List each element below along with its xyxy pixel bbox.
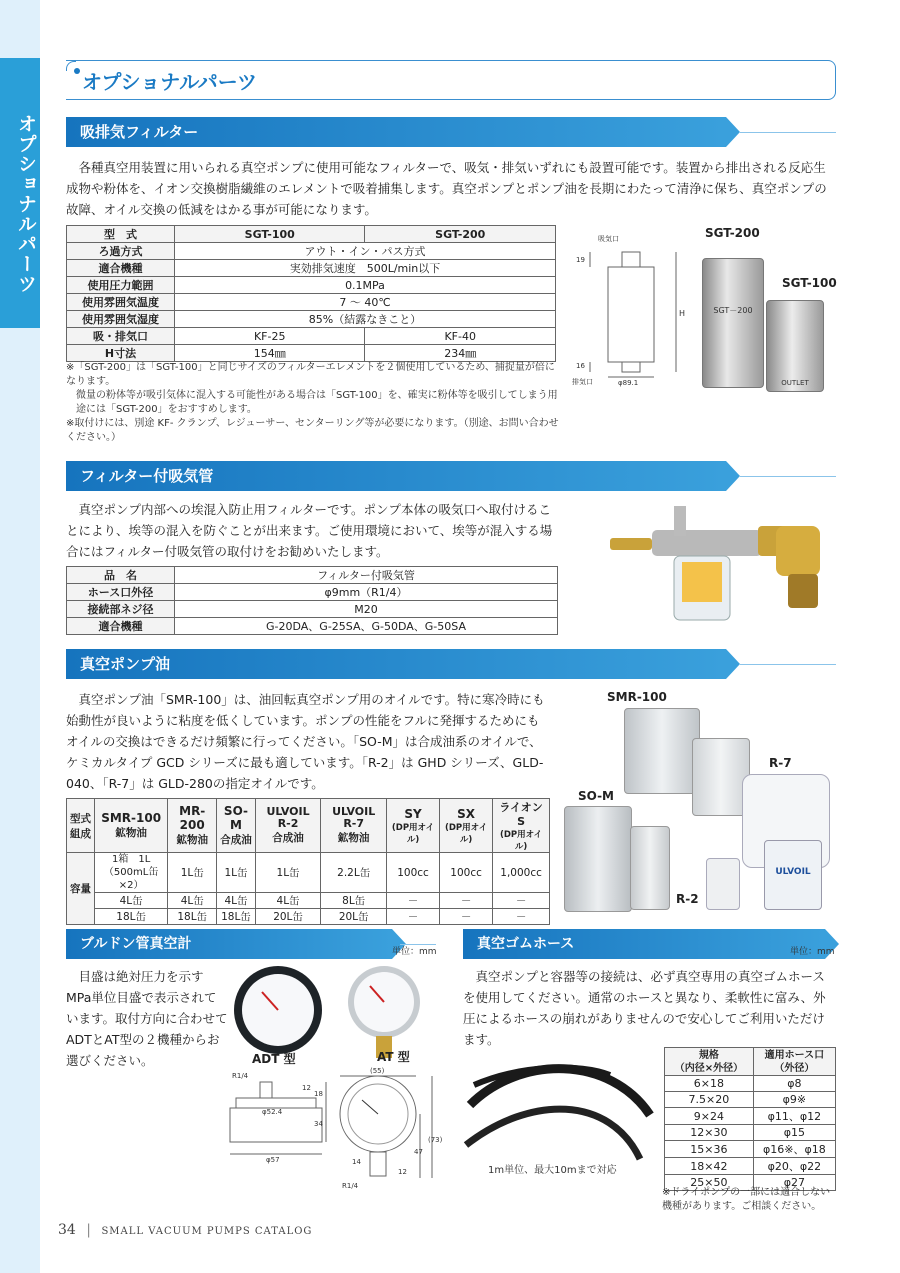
can (630, 826, 670, 910)
svg-text:34: 34 (314, 1120, 323, 1128)
sgt200-photo: SGT－200 (702, 258, 764, 388)
table-row: 12×30 φ15 (665, 1125, 836, 1141)
sgt100-photo: OUTLET (766, 300, 824, 392)
photo-label-r2: R-2 (676, 892, 699, 906)
svg-text:12: 12 (302, 1084, 311, 1092)
table-row: 18×42 φ20、φ22 (665, 1158, 836, 1175)
table-row: ホース口外径 φ9mm（R1/4） (67, 584, 558, 601)
side-tab: オプショナルパーツ (0, 58, 40, 328)
section-heading-gauge: ブルドン管真空計 (66, 929, 392, 959)
hose-photo (460, 1055, 660, 1165)
at-label: AT 型 (377, 1050, 410, 1064)
gauge-unit: 単位：mm (392, 947, 437, 957)
ulvoil-can: ULVOIL (764, 840, 822, 910)
oil-spec-table: 型式 組成 SMR-100 鉱物油 MR-200 鉱物油 SO-M 合成油 ULVOIL R-2 合成油 ULVOIL R-7 鉱物油 SY (DP用オイル) SX (DP用オイル) ライオンS (DP用オイル) 容量 1箱 1L （500mL缶×2） 1L缶 1L缶 1L缶 2.2L缶 100cc 100cc 1,000cc 4L缶 4L缶 4L缶 4L缶 8L缶 － － － 18L缶 18L缶 18L缶 20L缶 20L缶 － － － (66, 798, 550, 925)
svg-text:12: 12 (398, 1168, 407, 1176)
table-row: 適合機種 G-20DA、G-25SA、G-50DA、G-50SA (67, 618, 558, 635)
photo-label-smr100: SMR-100 (607, 690, 667, 704)
table-row: 15×36 φ16※、φ18 (665, 1141, 836, 1158)
title-bullet (74, 68, 80, 74)
table-row: 接続部ネジ径 M20 (67, 601, 558, 618)
svg-text:18: 18 (314, 1090, 323, 1098)
table-row: 使用雰囲気温度 7 ～ 40℃ (67, 294, 556, 311)
svg-text:φ89.1: φ89.1 (618, 379, 639, 387)
intake-description: 真空ポンプ内部への埃混入防止用フィルターです。ポンプ本体の吸気口へ取付けることにより、埃等の混入を防ぐことが出来ます。ご使用環境において、埃等が混入する場合にはフィルター付吸気管の取付けをお勧めいたします。 (66, 502, 553, 559)
intake-spec-table (66, 566, 558, 635)
adt-dimension-diagram (228, 1068, 332, 1168)
table-row: 使用圧力範囲 0.1MPa (67, 277, 556, 294)
page-title: オプショナルパーツ (82, 70, 257, 94)
table-row: 4L缶 4L缶 4L缶 4L缶 8L缶 － － － (67, 893, 550, 909)
section-heading-oil: 真空ポンプ油 (66, 649, 726, 679)
photo-label-som: SO-M (578, 789, 614, 803)
svg-text:16: 16 (576, 362, 585, 370)
at-dimension-diagram (336, 1066, 446, 1196)
photo-label-sgt100: SGT-100 (782, 276, 837, 290)
hose-description: 真空ポンプと容器等の接続は、必ず真空専用の真空ゴムホースを使用してください。通常のホースと異なり、柔軟性に富み、外圧によるホースの崩れがありませんので安心してご利用いただけます。 (463, 969, 826, 1047)
svg-text:H: H (679, 309, 686, 318)
inlet-label: 吸気口 (598, 235, 619, 243)
catalog-name: SMALL VACUUM PUMPS CATALOG (101, 1226, 313, 1237)
section-heading-filter: 吸排気フィルター (66, 117, 726, 147)
table-row: 適合機種 実効排気速度 500L/min以下 (67, 260, 556, 277)
svg-text:φ57: φ57 (266, 1156, 280, 1164)
svg-text:(73): (73) (428, 1136, 443, 1144)
table-row: 6×18 φ8 (665, 1076, 836, 1092)
svg-text:14: 14 (352, 1158, 361, 1166)
svg-text:φ52.4: φ52.4 (262, 1108, 283, 1116)
svg-text:47: 47 (414, 1148, 423, 1156)
photo-label-r7: R-7 (769, 756, 792, 770)
svg-text:R1/4: R1/4 (232, 1072, 249, 1080)
page-footer: 34 | SMALL VACUUM PUMPS CATALOG (58, 1222, 313, 1238)
hose-caption: 1m単位、最大10mまで対応 (488, 1165, 617, 1176)
table-row: 吸・排気口 KF-25 KF-40 (67, 328, 556, 345)
filter-description: 各種真空用装置に用いられる真空ポンプに使用可能なフィルターで、吸気・排気いずれにも設置可能です。装置から排出される反応生成物や粉体を、イオン交換樹脂繊維のエレメントで吸着捕集します。真空ポンプとポンプ油を長期にわたって清浄に保ち、真空ポンプの故障、オイル交換の低減をはかる事が可能になります。 (66, 160, 827, 217)
table-row: 品 名 フィルター付吸気管 (67, 567, 558, 584)
som-can (564, 806, 632, 912)
page-number: 34 (58, 1222, 76, 1238)
table-row: 容量 1箱 1L （500mL缶×2） 1L缶 1L缶 1L缶 2.2L缶 100cc 100cc 1,000cc (67, 853, 550, 893)
photo-label-sgt200: SGT-200 (705, 226, 760, 240)
smr100-can (624, 708, 700, 794)
table-row: 9×24 φ11、φ12 (665, 1108, 836, 1125)
table-row: ろ過方式 アウト・イン・パス方式 (67, 243, 556, 260)
adt-label: ADT 型 (252, 1052, 296, 1066)
hose-note: ※ドライポンプの一部には適合しない機種があります。ご相談ください。 (662, 1187, 831, 1212)
r2-can (706, 858, 740, 910)
section-heading-intake: フィルター付吸気管 (66, 461, 726, 491)
gauge-description: 目盛は絶対圧力を示すMPa単位目盛で表示されています。取付方向に合わせてADTとAT型の２機種からお選びください。 (66, 969, 228, 1068)
table-row: H寸法 154㎜ 234㎜ (67, 345, 556, 362)
svg-text:(55): (55) (370, 1067, 385, 1075)
section-heading-hose: 真空ゴムホース (463, 929, 825, 959)
table-row: 使用雰囲気湿度 85%（結露なきこと） (67, 311, 556, 328)
filter-dimension-diagram (568, 232, 688, 392)
hose-spec-table: 規格 （内径×外径） 適用ホース口 （外径） 6×18 φ8 7.5×20 φ9※ 9×24 φ11、φ12 12×30 φ15 15×36 φ16※、φ18 18×42 φ20、φ22 25×50 φ27 (664, 1047, 836, 1191)
filter-notes: ※「SGT-200」は「SGT-100」と同じサイズのフィルターエレメントを２個使用しているため、捕捉量が倍になります。 微量の粉体等が吸引気体に混入する可能性がある場合は「SGT-100」を、確実に粉体等を吸引してしまう用途には「SGT-200」をおすすめします。 ※取付けには、別途 KF- クランプ、レジューサー、センターリング等が必要になります。（別途、お問い合わせください。） (66, 362, 559, 443)
outlet-label: 排気口 (572, 378, 593, 386)
intake-filter-photo (608, 500, 840, 640)
table-row: 25×50 φ27 (665, 1175, 836, 1191)
filter-spec-table: 型 式 SGT-100 SGT-200 ろ過方式 アウト・イン・パス方式 適合機種 実効排気速度 500L/min以下 使用圧力範囲 0.1MPa 使用雰囲気温度 7 ～ 40℃ 使用雰囲気湿度 85%（結露なきこと） 吸・排気口 KF-25 KF-40 H寸法 154㎜ 234㎜ (66, 225, 556, 362)
svg-text:R1/4: R1/4 (342, 1182, 359, 1190)
hose-unit: 単位：mm (790, 947, 835, 957)
svg-text:19: 19 (576, 256, 585, 264)
table-row: 18L缶 18L缶 18L缶 20L缶 20L缶 － － － (67, 909, 550, 925)
table-row: 7.5×20 φ9※ (665, 1092, 836, 1108)
oil-description: 真空ポンプ油「SMR-100」は、油回転真空ポンプ用のオイルです。特に寒冷時にも始動性が良いように粘度を低くしています。ポンプの性能をフルに発揮するためにもオイルの交換はできるだけ頻繁に行ってください。「SO-M」は合成油系のオイルで、ケミカルタイプ GCD シリーズに最も適しています。「R-2」は GHD シリーズ、GLD-040、「R-7」は GLD-280の指定オイルです。 (66, 692, 545, 791)
